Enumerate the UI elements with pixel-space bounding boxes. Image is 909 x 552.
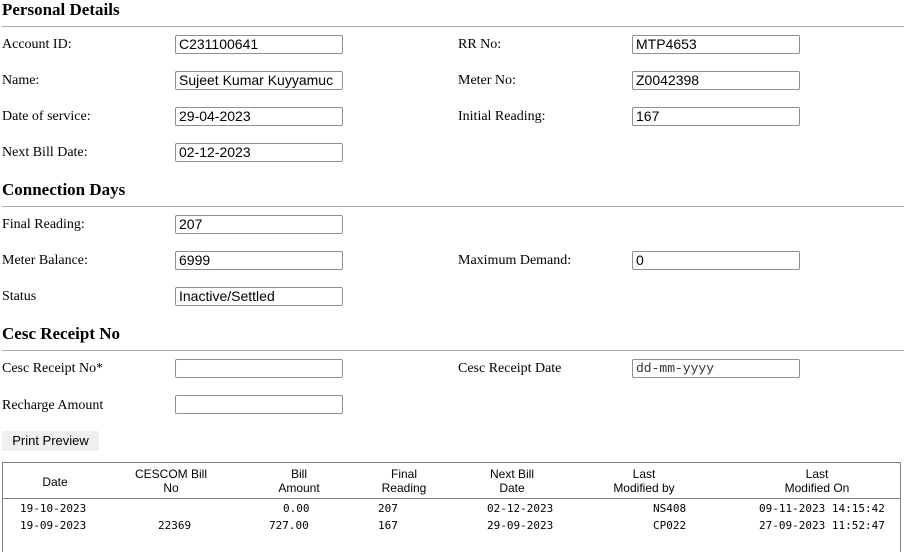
meter-no-field[interactable]: Z0042398 bbox=[632, 71, 800, 90]
name-label: Name: bbox=[2, 73, 40, 88]
account-id-field[interactable]: C231100641 bbox=[175, 35, 343, 54]
status-field[interactable]: Inactive/Settled bbox=[175, 287, 343, 306]
print-preview-button[interactable]: Print Preview bbox=[2, 431, 99, 451]
recharge-amount-label: Recharge Amount bbox=[2, 398, 104, 413]
meter-balance-field[interactable]: 6999 bbox=[175, 251, 343, 270]
final-reading-label: Final Reading: bbox=[2, 217, 85, 232]
col-header-final-reading: Final Reading bbox=[381, 467, 427, 495]
final-reading-field[interactable]: 207 bbox=[175, 215, 343, 234]
cell-last-modified-by: NS408 bbox=[653, 502, 687, 515]
date-of-service-label: Date of service: bbox=[2, 109, 91, 124]
maximum-demand-label: Maximum Demand: bbox=[458, 253, 572, 268]
col-header-date: Date bbox=[42, 475, 68, 489]
meter-no-label: Meter No: bbox=[458, 73, 516, 88]
cell-date: 19-10-2023 bbox=[20, 502, 87, 515]
col-header-cescom-bill-no: CESCOM Bill No bbox=[134, 467, 207, 495]
cell-final-reading: 207 bbox=[378, 502, 398, 515]
cell-cescom-bill-no: 22369 bbox=[158, 519, 192, 532]
cesc-receipt-no-input[interactable] bbox=[175, 359, 343, 378]
rr-no-label: RR No: bbox=[458, 37, 502, 52]
section-title-connection-days: Connection Days bbox=[2, 180, 126, 199]
cell-next-bill-date: 29-09-2023 bbox=[487, 519, 554, 532]
maximum-demand-field[interactable]: 0 bbox=[632, 251, 800, 270]
col-header-last-modified-on: Last Modified On bbox=[784, 467, 850, 495]
name-field[interactable]: Sujeet Kumar Kuyyamuc bbox=[175, 71, 343, 90]
recharge-amount-input[interactable] bbox=[175, 395, 343, 414]
cesc-receipt-no-label: Cesc Receipt No* bbox=[2, 361, 104, 376]
initial-reading-field[interactable]: 167 bbox=[632, 107, 800, 126]
section-divider bbox=[2, 26, 904, 27]
col-header-last-modified-by: Last Modified by bbox=[613, 467, 675, 495]
cesc-receipt-date-label: Cesc Receipt Date bbox=[458, 361, 562, 376]
date-of-service-field[interactable]: 29-04-2023 bbox=[175, 107, 343, 126]
status-label: Status bbox=[2, 289, 37, 304]
col-header-bill-amount: Bill Amount bbox=[278, 467, 320, 495]
cesc-receipt-date-input[interactable]: dd-mm-yyyy bbox=[632, 359, 800, 378]
section-divider bbox=[2, 350, 904, 351]
next-bill-date-field[interactable]: 02-12-2023 bbox=[175, 143, 343, 162]
cell-bill-amount: 0.00 bbox=[283, 502, 310, 515]
cell-last-modified-on: 09-11-2023 14:15:42 bbox=[759, 502, 885, 515]
cell-next-bill-date: 02-12-2023 bbox=[487, 502, 554, 515]
meter-balance-label: Meter Balance: bbox=[2, 253, 88, 268]
table-header-divider bbox=[3, 498, 900, 499]
account-id-label: Account ID: bbox=[2, 37, 72, 52]
bill-history-table bbox=[2, 462, 901, 552]
cell-final-reading: 167 bbox=[378, 519, 398, 532]
section-divider bbox=[2, 206, 904, 207]
initial-reading-label: Initial Reading: bbox=[458, 109, 546, 124]
section-title-personal-details: Personal Details bbox=[2, 0, 120, 19]
cell-bill-amount: 727.00 bbox=[269, 519, 309, 532]
rr-no-field[interactable]: MTP4653 bbox=[632, 35, 800, 54]
next-bill-date-label: Next Bill Date: bbox=[2, 145, 88, 160]
cell-last-modified-on: 27-09-2023 11:52:47 bbox=[759, 519, 885, 532]
section-title-cesc-receipt-no: Cesc Receipt No bbox=[2, 324, 121, 343]
cell-date: 19-09-2023 bbox=[20, 519, 87, 532]
cell-last-modified-by: CP022 bbox=[653, 519, 687, 532]
col-header-next-bill-date: Next Bill Date bbox=[489, 467, 534, 495]
